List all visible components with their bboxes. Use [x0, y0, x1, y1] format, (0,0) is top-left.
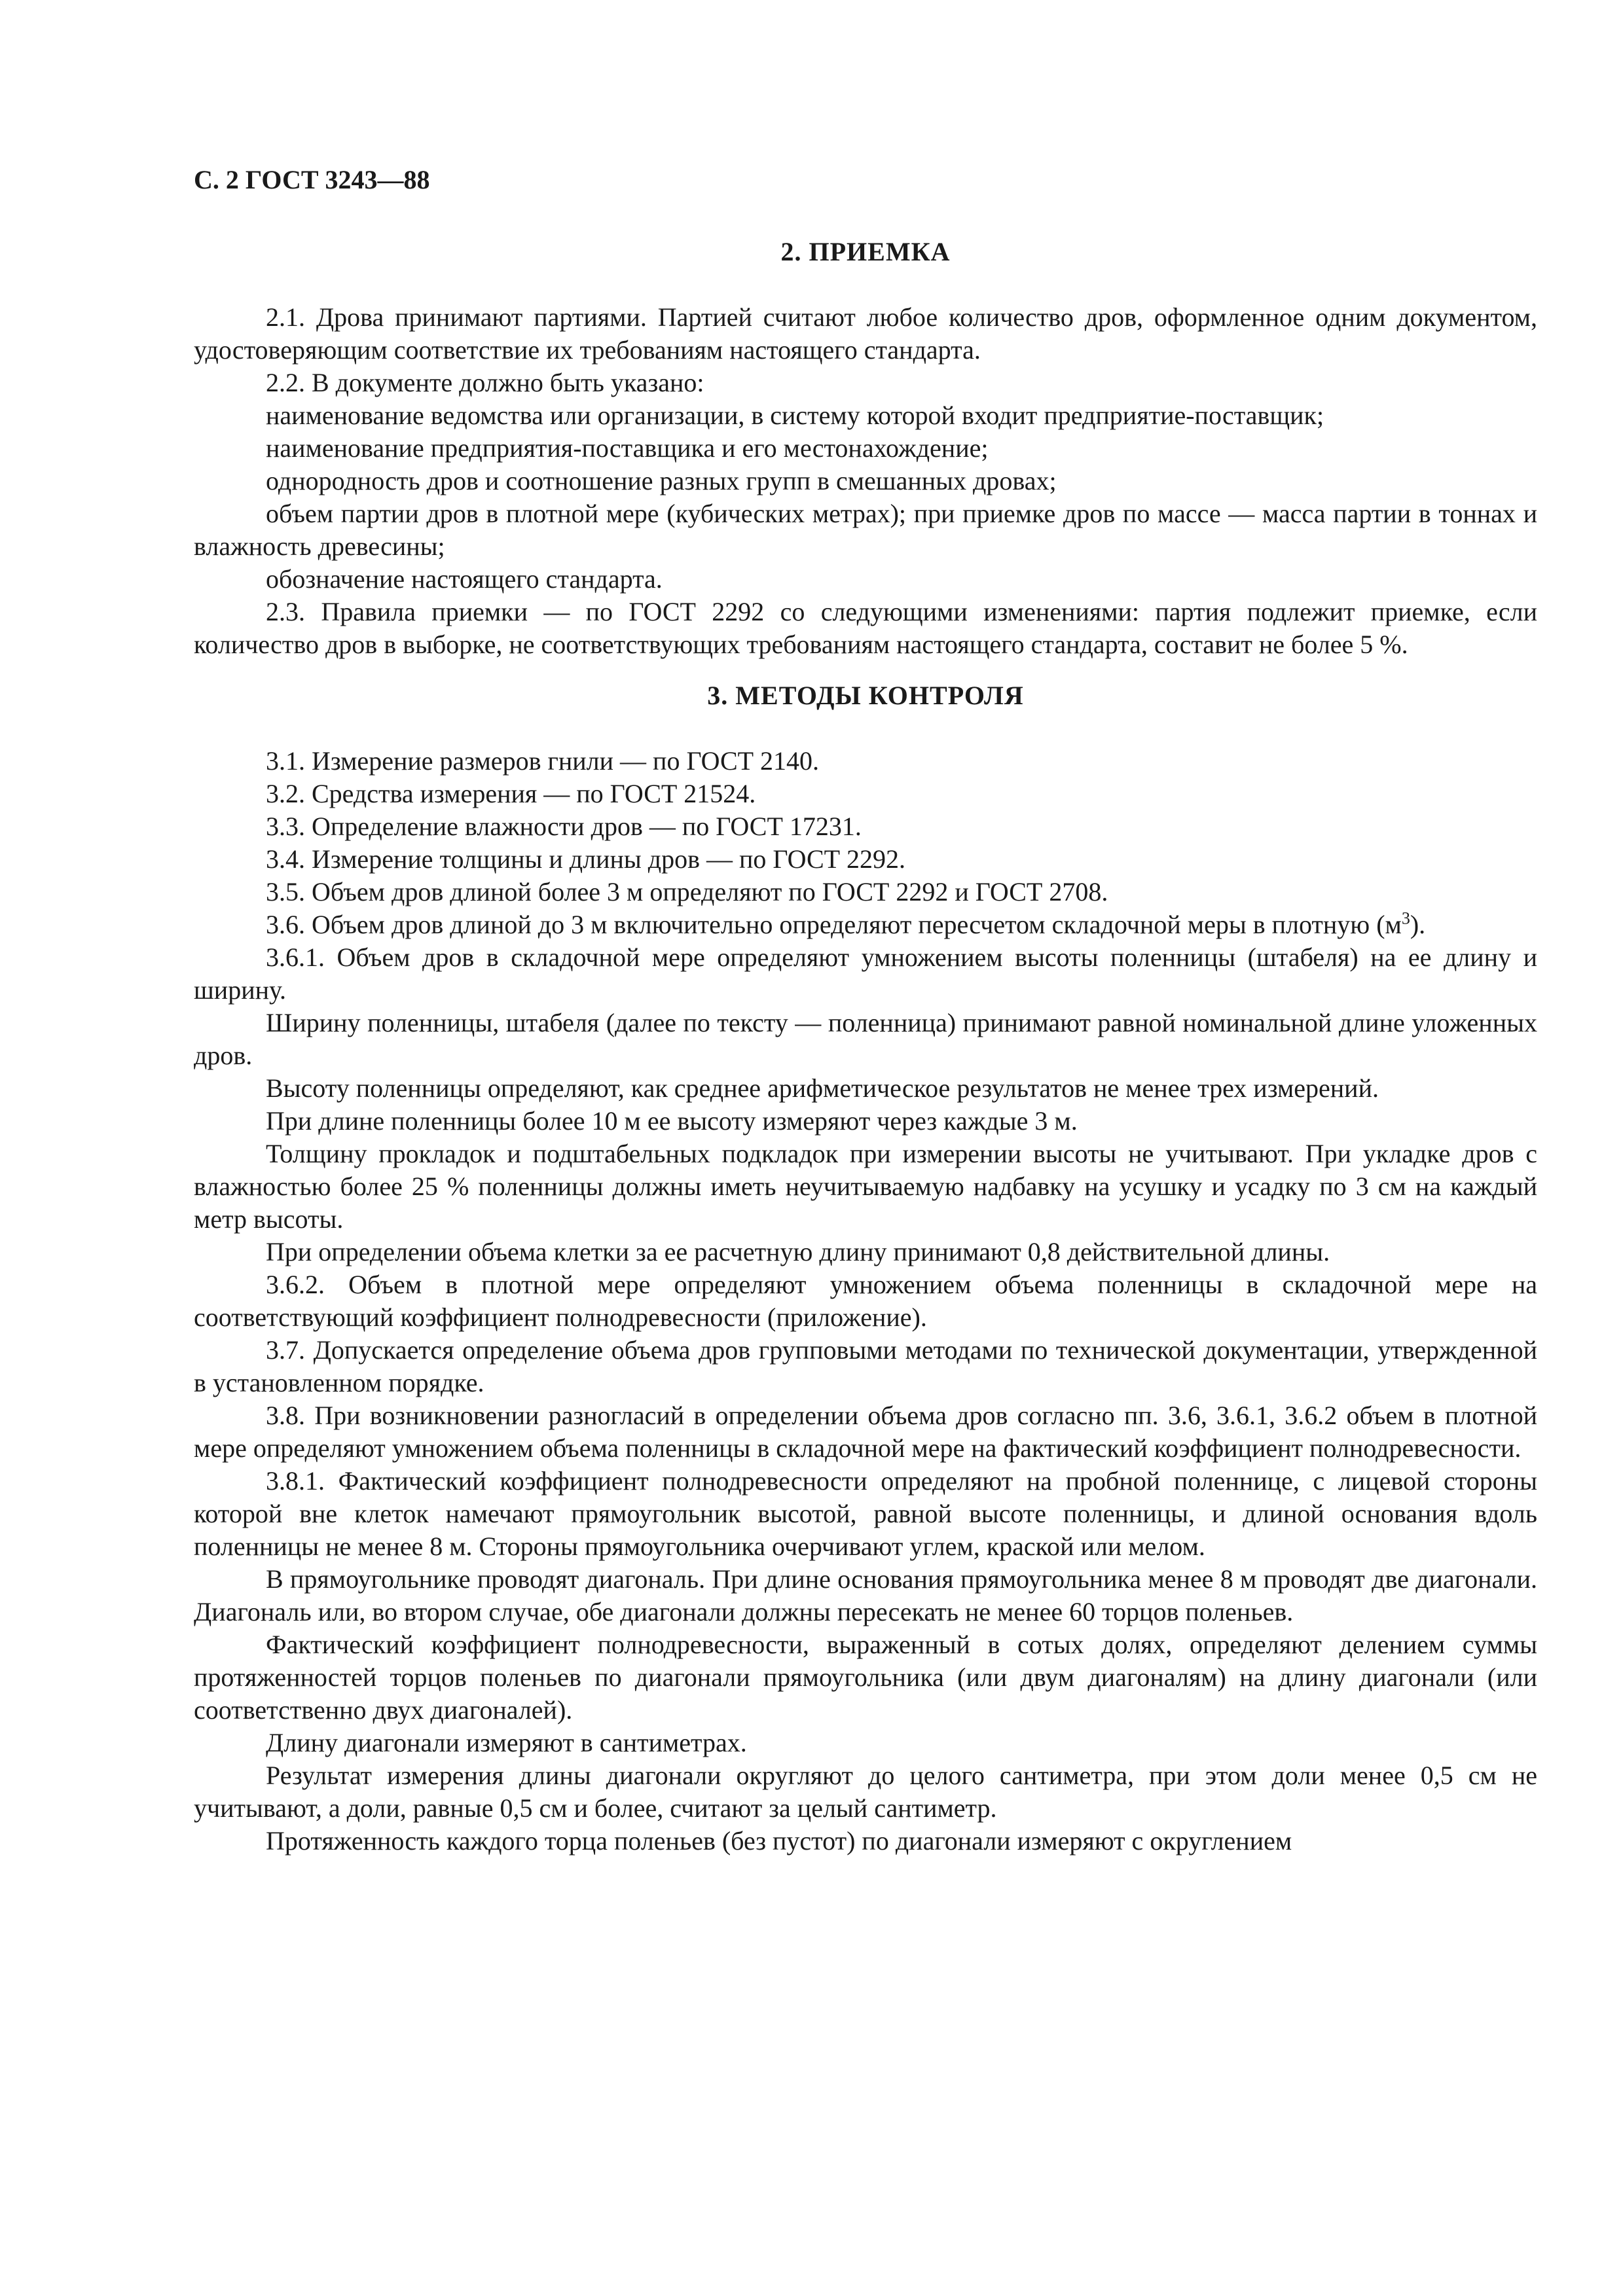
paragraph-suffix: ).	[1410, 910, 1426, 939]
paragraph: 3.8.1. Фактический коэффициент полнодревесности определяют на пробной поленнице, с лицевой стороны которой вне клеток намечают прямоугольник высотой, равной высоте поленницы, и длиной основания вдоль поленницы не менее 8 м. Стороны прямоугольника очерчивают углем, краской или мелом.	[194, 1466, 1537, 1561]
section-acceptance-body	[194, 301, 1537, 661]
paragraph-text: 3.6. Объем дров длиной до 3 м включительно определяют пересчетом складочной меры в плотную (м	[266, 910, 1402, 939]
paragraph: При определении объема клетки за ее расчетную длину принимают 0,8 действительной длины.	[266, 1237, 1330, 1266]
paragraph: Толщину прокладок и подштабельных подкладок при измерении высоты не учитывают. При укладке дров с влажностью более 25 % поленницы должны иметь неучитываемую надбавку на усушку и усадку по 3 см на каждый метр высоты.	[194, 1139, 1537, 1234]
list-item: обозначение настоящего стандарта.	[266, 564, 663, 594]
list-item: наименование ведомства или организации, в систему которой входит предприятие-поставщик;	[266, 401, 1324, 430]
paragraph: Высоту поленницы определяют, как среднее арифметическое результатов не менее трех измерений.	[266, 1073, 1379, 1103]
paragraph: 2.2. В документе должно быть указано:	[266, 368, 704, 397]
paragraph: 3.8. При возникновении разногласий в определении объема дров согласно пп. 3.6, 3.6.1, 3.6.2 объем в плотной мере определяют умножением объема поленницы в складочной мере на фактический коэффициент полнодревесности.	[194, 1401, 1537, 1463]
paragraph: 3.5. Объем дров длиной более 3 м определяют по ГОСТ 2292 и ГОСТ 2708.	[266, 877, 1108, 906]
paragraph: Фактический коэффициент полнодревесности, выраженный в сотых долях, определяют делением суммы протяженностей торцов поленьев по диагонали прямоугольника (или двум диагоналям) на длину диагонали (или соответственно двух диагоналей).	[194, 1630, 1537, 1725]
list-item: объем партии дров в плотной мере (кубических метрах); при приемке дров по массе — масса партии в тоннах и влажность древесины;	[194, 499, 1537, 561]
paragraph: Ширину поленницы, штабеля (далее по тексту — поленница) принимают равной номинальной длине уложенных дров.	[194, 1008, 1537, 1070]
section-title-control-methods: 3. МЕТОДЫ КОНТРОЛЯ	[707, 681, 1024, 710]
paragraph: 3.1. Измерение размеров гнили — по ГОСТ 2140.	[266, 746, 820, 776]
paragraph: 3.3. Определение влажности дров — по ГОСТ 17231.	[266, 812, 862, 841]
paragraph: Длину диагонали измеряют в сантиметрах.	[266, 1728, 747, 1757]
running-head: С. 2 ГОСТ 3243—88	[194, 165, 430, 194]
paragraph	[194, 908, 1537, 941]
paragraph: Результат измерения длины диагонали округляют до целого сантиметра, при этом доли менее 0,5 см не учитывают, а доли, равные 0,5 см и более, считают за целый сантиметр.	[194, 1761, 1537, 1823]
section-title-acceptance: 2. ПРИЕМКА	[780, 237, 951, 266]
paragraph: 3.6.1. Объем дров в складочной мере определяют умножением высоты поленницы (штабеля) на ее длину и ширину.	[194, 942, 1537, 1005]
document-page	[194, 164, 1537, 1857]
list-item: однородность дров и соотношение разных групп в смешанных дровах;	[266, 466, 1057, 495]
paragraph: В прямоугольнике проводят диагональ. При длине основания прямоугольника менее 8 м проводят две диагонали. Диагональ или, во втором случае, обе диагонали должны пересекать не менее 60 торцов поленьев.	[194, 1564, 1537, 1626]
section-control-methods-body	[194, 745, 1537, 1857]
paragraph: 3.6.2. Объем в плотной мере определяют умножением объема поленницы в складочной мере на соответствующий коэффициент полнодревесности (приложение).	[194, 1270, 1537, 1332]
paragraph: 2.3. Правила приемки — по ГОСТ 2292 со следующими изменениями: партия подлежит приемке, если количество дров в выборке, не соответствующих требованиям настоящего стандарта, составит не более 5 %.	[194, 597, 1537, 659]
paragraph: 3.2. Средства измерения — по ГОСТ 21524.	[266, 779, 756, 808]
paragraph: 3.4. Измерение толщины и длины дров — по ГОСТ 2292.	[266, 844, 906, 874]
paragraph: 2.1. Дрова принимают партиями. Партией считают любое количество дров, оформленное одним документом, удостоверяющим соответствие их требованиям настоящего стандарта.	[194, 302, 1537, 365]
paragraph: При длине поленницы более 10 м ее высоту измеряют через каждые 3 м.	[266, 1106, 1078, 1136]
list-item: наименование предприятия-поставщика и его местонахождение;	[266, 433, 989, 463]
superscript: 3	[1401, 908, 1410, 928]
paragraph: Протяженность каждого торца поленьев (без пустот) по диагонали измеряют с округлением	[266, 1826, 1292, 1856]
paragraph: 3.7. Допускается определение объема дров групповыми методами по технической документации, утвержденной в установленном порядке.	[194, 1335, 1537, 1397]
